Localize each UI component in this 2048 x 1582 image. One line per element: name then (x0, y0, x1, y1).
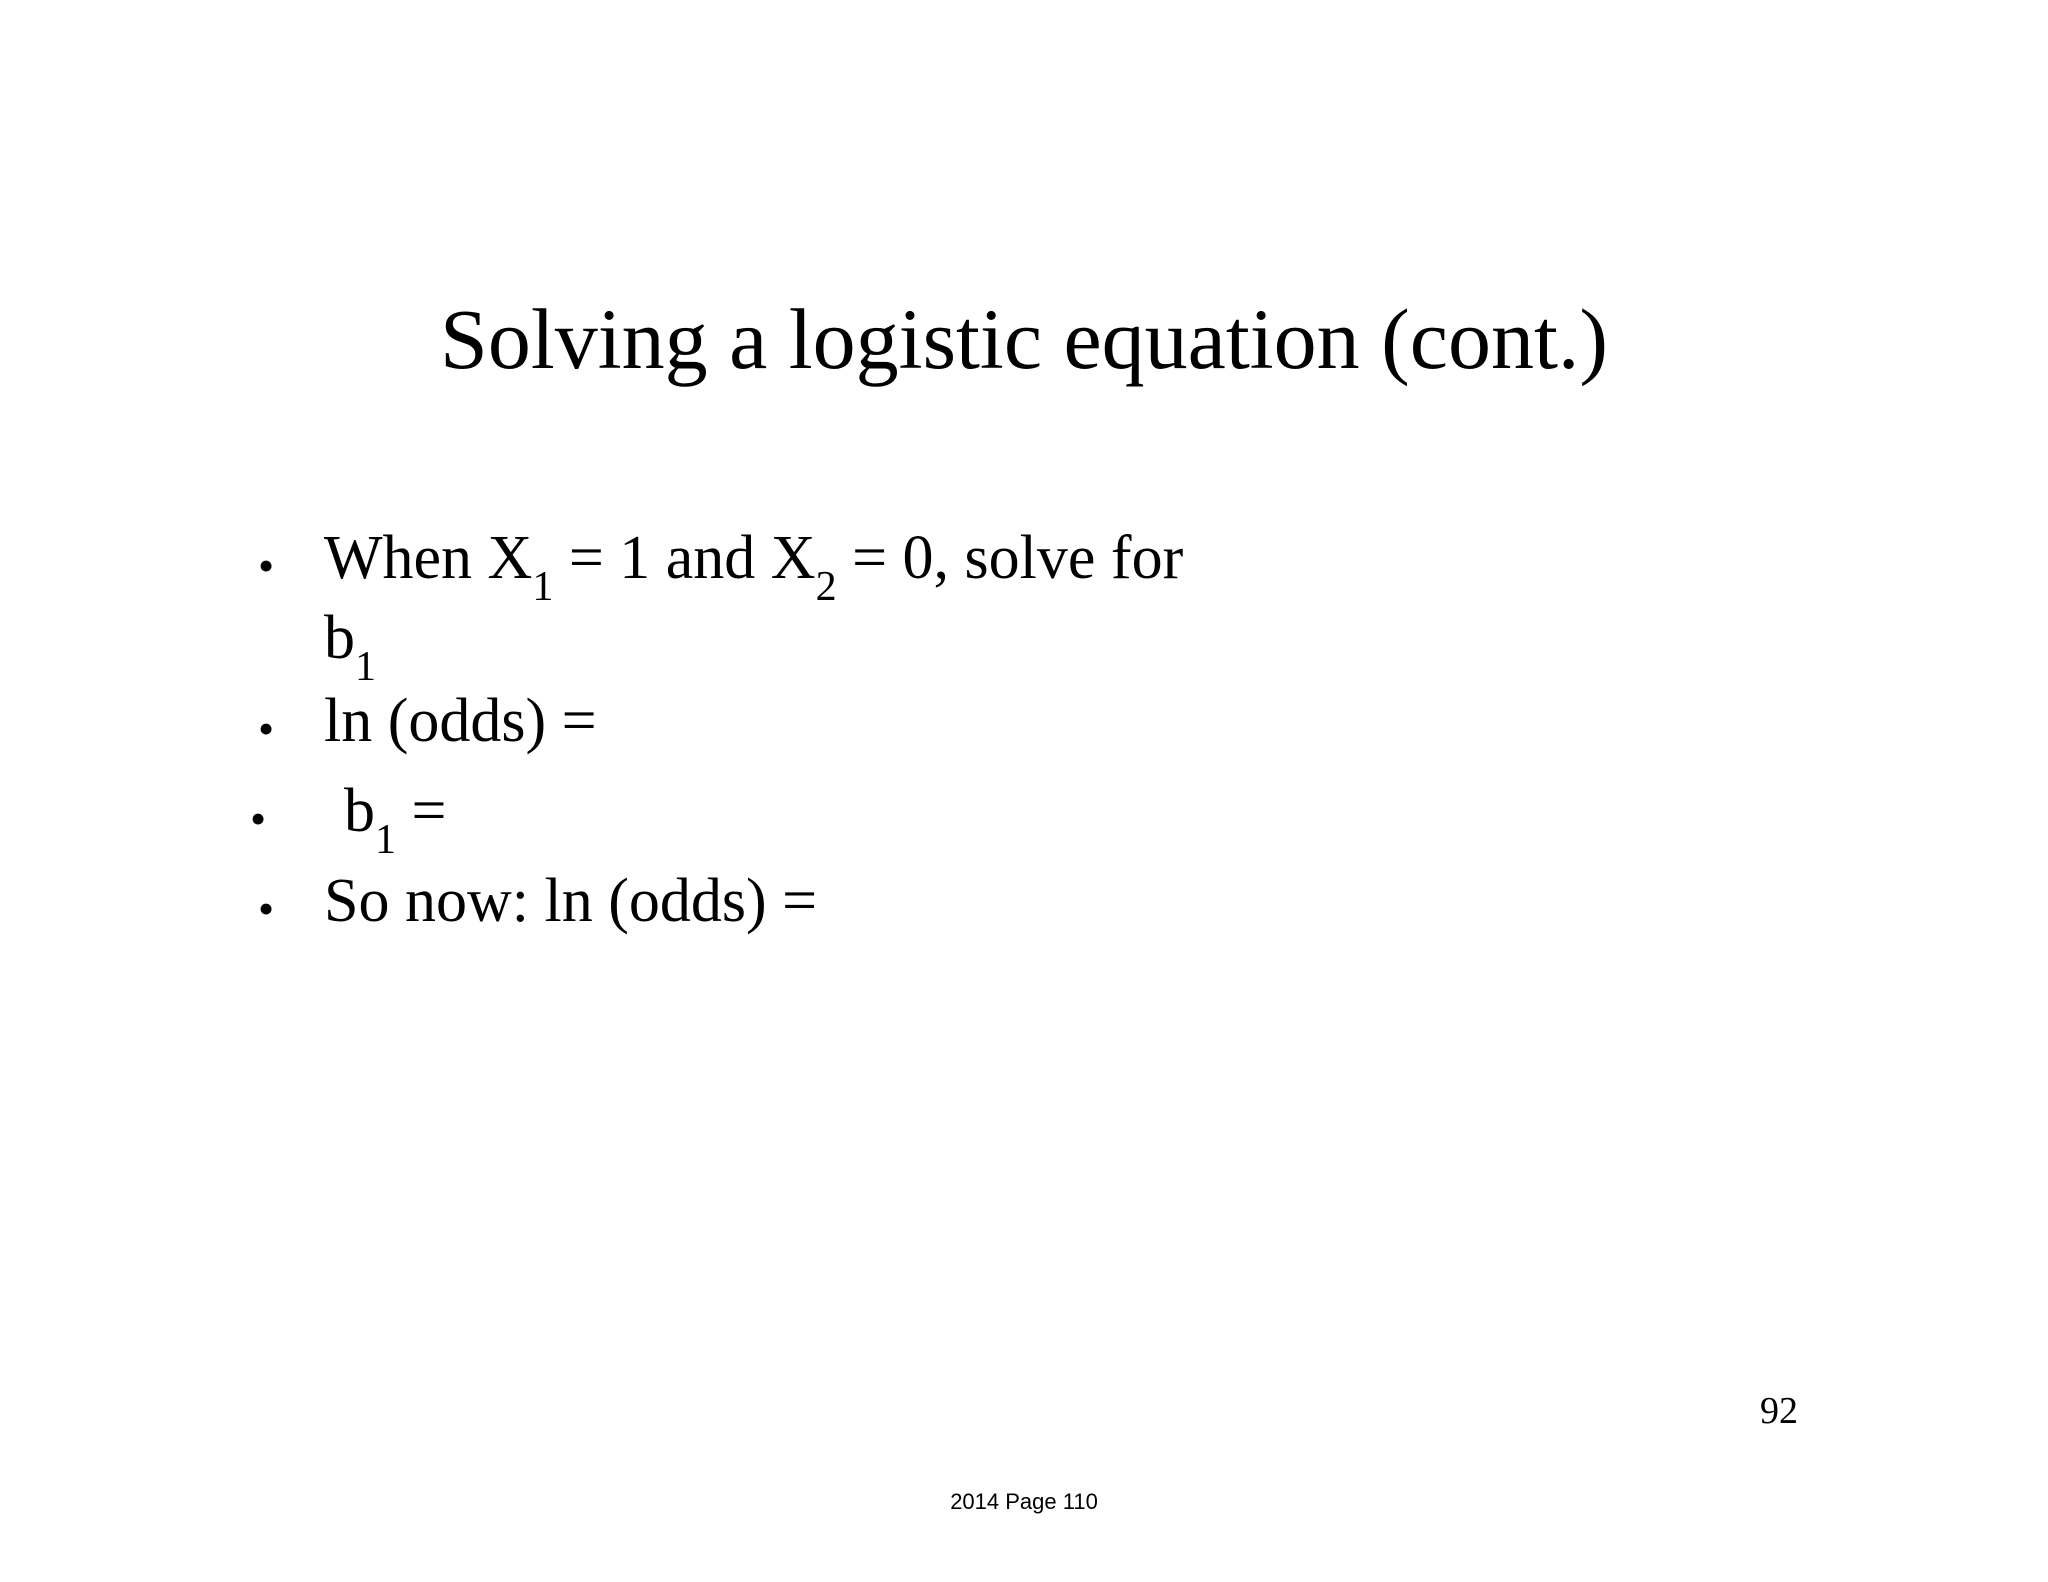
subscript-2: 2 (815, 564, 837, 610)
slide-title: Solving a logistic equation (cont.) (440, 291, 1608, 387)
bullet-ln-odds: ln (odds) = (324, 687, 597, 755)
page-footer: 2014 Page 110 (950, 1489, 1098, 1514)
bullet-marker: • (258, 540, 275, 591)
bullet-when-x1-x2 (324, 524, 1184, 610)
bullet-marker: • (258, 703, 275, 754)
bullet-text: b (324, 604, 355, 672)
bullet-text: When X (324, 524, 533, 592)
bullet-so-now: So now: ln (odds) = (324, 867, 818, 935)
bullet-text: b (344, 777, 375, 845)
bullet-continuation-b1 (324, 604, 376, 690)
bullet-text: = 1 and X (553, 524, 816, 592)
subscript-1: 1 (532, 564, 554, 610)
slide-number: 92 (1760, 1390, 1798, 1432)
bullet-marker: • (258, 883, 275, 934)
bullet-b1 (344, 777, 447, 863)
subscript-1: 1 (355, 644, 376, 690)
subscript-1: 1 (375, 817, 396, 863)
bullet-marker: • (250, 793, 267, 844)
bullet-text: = 0, solve for (836, 524, 1184, 592)
bullet-text: = (396, 777, 447, 845)
